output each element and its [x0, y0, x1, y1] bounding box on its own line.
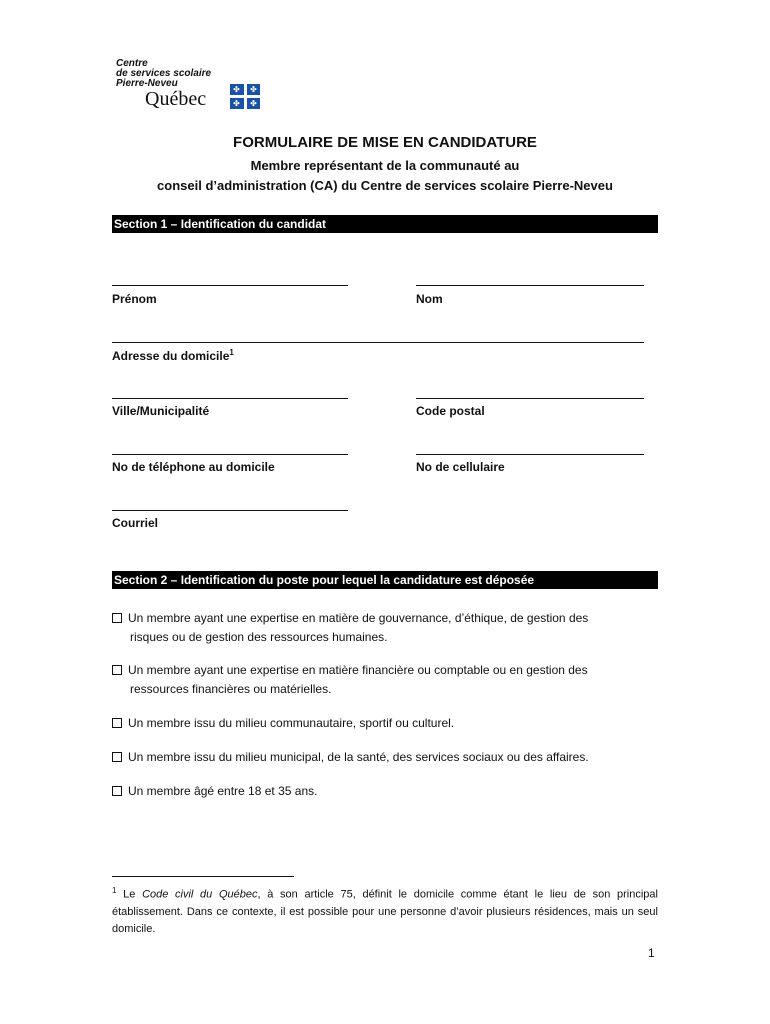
- adresse-field[interactable]: [112, 342, 644, 343]
- form-title: FORMULAIRE DE MISE EN CANDIDATURE: [233, 134, 537, 151]
- checkbox-gouvernance[interactable]: [112, 613, 122, 623]
- nom-field[interactable]: [416, 285, 644, 286]
- code-postal-label: Code postal: [416, 404, 485, 418]
- checkbox-financiere[interactable]: [112, 665, 122, 675]
- option-financiere: Un membre ayant une expertise en matière financière ou comptable ou en gestion des ressources financières ou matérielles.: [112, 661, 658, 699]
- ville-label: Ville/Municipalité: [112, 404, 210, 418]
- telephone-field[interactable]: [112, 454, 348, 455]
- footnote-separator: [112, 876, 294, 877]
- option-municipal: Un membre issu du milieu municipal, de la santé, des services sociaux ou des affaires.: [112, 748, 658, 767]
- prenom-field[interactable]: [112, 285, 348, 286]
- csspn-logo: [116, 58, 276, 118]
- quebec-flag-icon: ✤ ✤ ✤ ✤: [230, 84, 260, 109]
- form-subtitle-1: Membre représentant de la communauté au: [250, 158, 520, 173]
- logo-quebec-wordmark: Québec: [145, 88, 207, 110]
- page-number: 1: [648, 946, 655, 960]
- telephone-label: No de téléphone au domicile: [112, 460, 275, 474]
- courriel-label: Courriel: [112, 516, 159, 530]
- footnote-ref-1: 1: [229, 348, 234, 357]
- courriel-field[interactable]: [112, 510, 348, 511]
- option-jeune: Un membre âgé entre 18 et 35 ans.: [112, 782, 658, 801]
- code-postal-field[interactable]: [416, 398, 644, 399]
- prenom-label: Prénom: [112, 292, 157, 306]
- logo-line-services: de services scolaire: [116, 68, 212, 79]
- form-subtitle-2: conseil d’administration (CA) du Centre de services scolaire Pierre-Neveu: [157, 178, 613, 193]
- cellulaire-field[interactable]: [416, 454, 644, 455]
- logo-line-centre: Centre: [116, 58, 148, 69]
- logo-line-pierre-neveu: Pierre-Neveu: [116, 78, 178, 89]
- checkbox-jeune[interactable]: [112, 786, 122, 796]
- cellulaire-label: No de cellulaire: [416, 460, 505, 474]
- checkbox-communautaire[interactable]: [112, 718, 122, 728]
- section-2-heading: Section 2 – Identification du poste pour lequel la candidature est déposée: [112, 571, 658, 589]
- section-1-heading: Section 1 – Identification du candidat: [112, 215, 658, 233]
- footnote: $^1$ Le Code civil du Québec, à son article 75, définit le domicile comme étant le lieu de son principal établissement. Dans ce contexte, il est possible pour une personne d’avoir plusieurs résidences, mais un seul domicile.: [112, 886, 658, 935]
- ville-field[interactable]: [112, 398, 348, 399]
- checkbox-municipal[interactable]: [112, 752, 122, 762]
- adresse-label: Adresse du domicile$^1$: [112, 348, 234, 363]
- option-gouvernance: Un membre ayant une expertise en matière de gouvernance, d’éthique, de gestion des risques ou de gestion des ressources humaines.: [112, 609, 658, 647]
- option-communautaire: Un membre issu du milieu communautaire, sportif ou culturel.: [112, 714, 658, 733]
- nom-label: Nom: [416, 292, 443, 306]
